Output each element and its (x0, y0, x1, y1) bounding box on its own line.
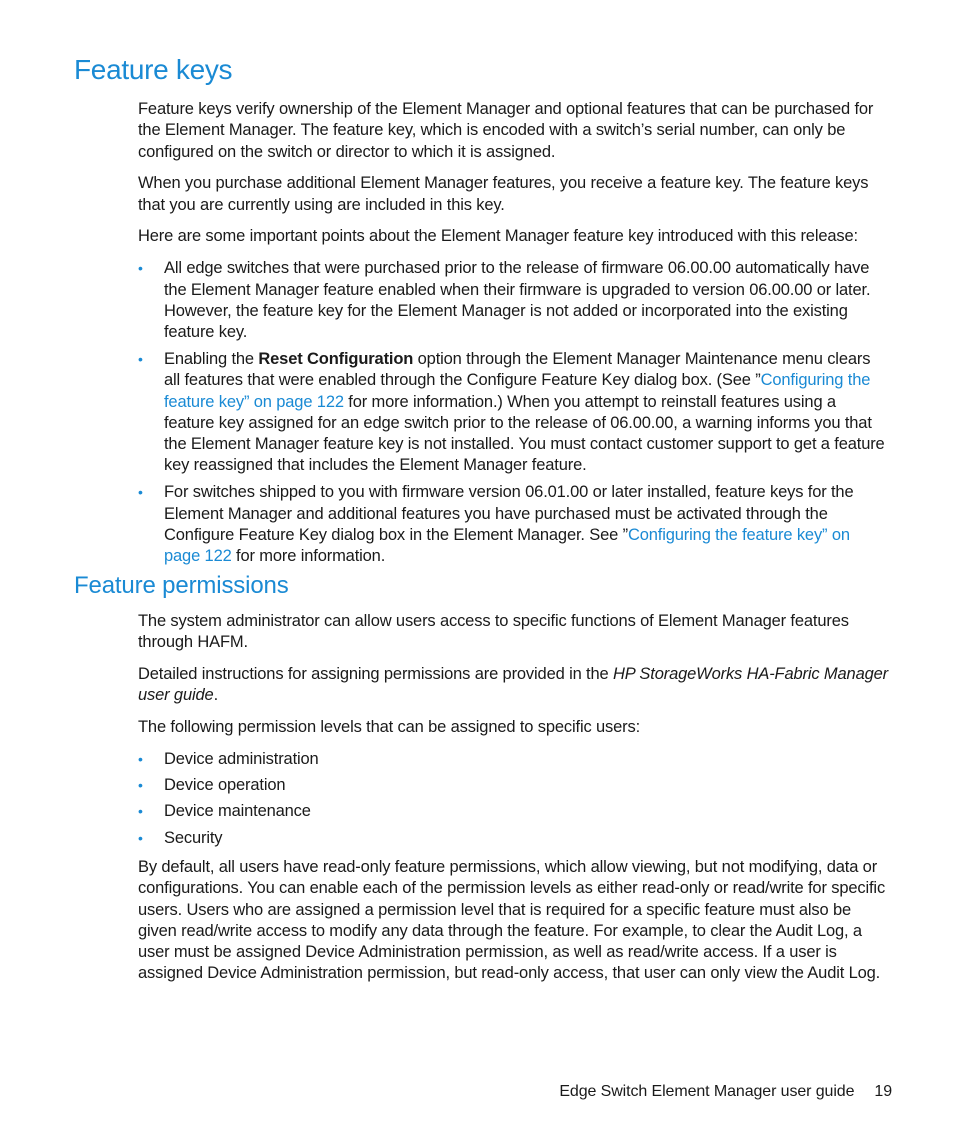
feature-key-bullet-list (138, 258, 890, 567)
bullet-icon: • (138, 350, 143, 367)
footer-guide-title: Edge Switch Element Manager user guide (559, 1083, 855, 1100)
list-item-text: Device maintenance (164, 802, 311, 821)
bullet-icon: • (138, 484, 143, 501)
list-item-text: Device administration (164, 749, 319, 768)
list-item (138, 482, 890, 567)
reset-configuration-term: Reset Configuration (258, 349, 414, 368)
list-item-text: Device operation (164, 776, 286, 795)
bullet-icon: • (138, 777, 143, 794)
bullet-icon: • (138, 803, 143, 820)
bullet-icon: • (138, 750, 143, 767)
list-item (138, 775, 890, 796)
body-content (74, 99, 890, 995)
section-heading-feature-keys: Feature keys (74, 54, 233, 85)
paragraph: The system administrator can allow users access to specific functions of Element Manager features through HAFM. (138, 611, 849, 652)
paragraph-text-pre: Detailed instructions for assigning permissions are provided in the (138, 664, 613, 683)
list-item-text: Security (164, 828, 223, 847)
guide-title: HP StorageWorks HA-Fabric Manager user guide (138, 664, 888, 705)
paragraph: Here are some important points about the Element Manager feature key introduced with this release: (138, 227, 858, 246)
list-item-text-post: for more information.) When you attempt to reinstall features using a feature key assigned for an edge switch prior to the release of 06.00.00, a warning informs you that the Element Manager feature key is not installed. You must contact customer support to get a feature key reassigned that includes the Element Manager feature. (164, 392, 885, 475)
list-item-text: All edge switches that were purchased prior to the release of firmware 06.00.00 automatically have the Element Manager feature enabled when their firmware is upgraded to version 06.00.00 or later. However, the feature key for the Element Manager is not added or incorporated into the existing feature key. (164, 259, 871, 342)
list-item-text-mid: option through the Element Manager Maintenance menu clears all features that were enabled through the Configure Feature Key dialog box. (See ” (164, 349, 871, 390)
paragraph: The following permission levels that can be assigned to specific users: (138, 717, 641, 736)
paragraph: Feature keys verify ownership of the Element Manager and optional features that can be purchased for the Element Manager. The feature key, which is encoded with a switch’s serial number, can only be configured on the switch or director to which it is assigned. (138, 100, 874, 161)
list-item (138, 749, 890, 770)
page-footer (559, 1083, 892, 1101)
list-item (138, 801, 890, 822)
list-item-text-post: for more information. (231, 547, 386, 566)
cross-reference-link[interactable]: Configuring the feature key” on page 122 (164, 371, 871, 411)
bullet-icon: • (138, 260, 143, 277)
section-heading-feature-permissions: Feature permissions (74, 572, 289, 600)
page-number: 19 (874, 1083, 892, 1100)
list-item-text-pre: For switches shipped to you with firmware version 06.01.00 or later installed, feature keys for the Element Manager and additional features you have purchased must be activated through the Configure Feature Key dialog box in the Element Manager. See ” (164, 483, 854, 544)
paragraph-text-post: . (213, 686, 218, 705)
list-item (138, 349, 890, 477)
list-item-text-pre: Enabling the (164, 349, 259, 368)
bullet-icon: • (138, 829, 143, 846)
paragraph (138, 664, 890, 707)
list-item (138, 258, 890, 343)
list-item (138, 828, 890, 849)
paragraph: By default, all users have read-only feature permissions, which allow viewing, but not modifying, data or configurations. You can enable each of the permission levels as either read-only or read/write for specific users. Users who are assigned a permission level that is required for a specific feature must also be given read/write access to modify any data through the feature. For example, to clear the Audit Log, a user must be assigned Device Administration permission, as well as read/write access. If a user is assigned Device Administration permission, but read-only access, that user can only view the Audit Log. (138, 857, 886, 983)
cross-reference-link[interactable]: Configuring the feature key” on page 122 (164, 525, 850, 566)
paragraph: When you purchase additional Element Manager features, you receive a feature key. The feature keys that you are currently using are included in this key. (138, 174, 869, 214)
permission-levels-list (138, 749, 890, 849)
